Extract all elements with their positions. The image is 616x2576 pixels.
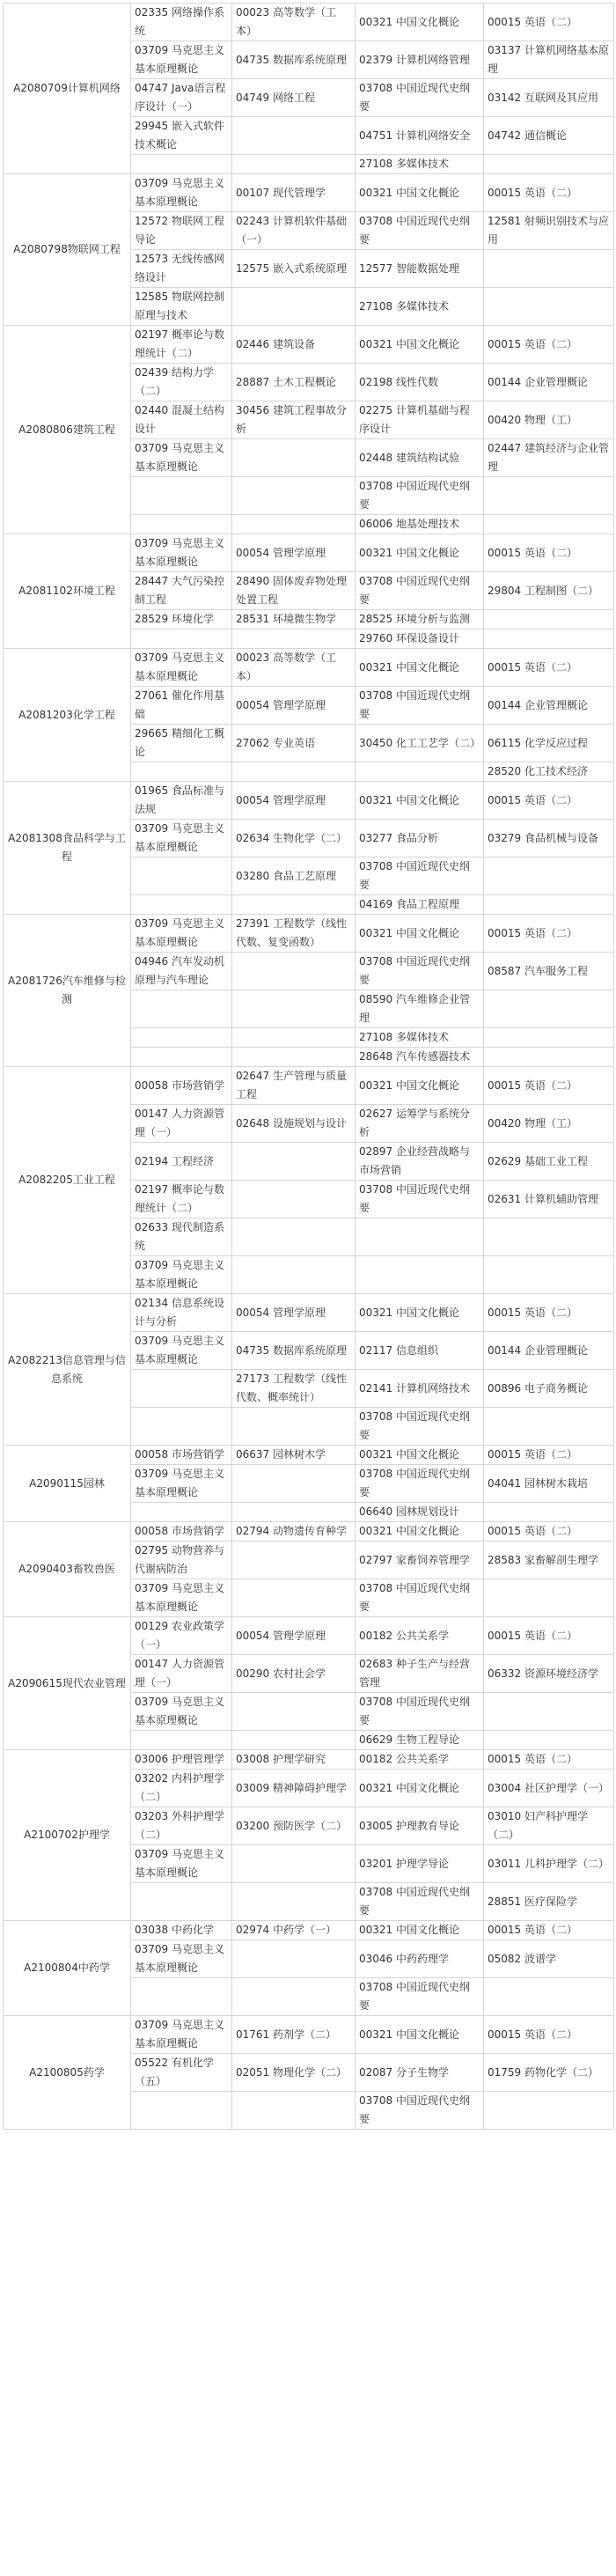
course-cell: 02275 计算机基础与程序设计 bbox=[356, 401, 484, 439]
course-cell bbox=[232, 1883, 356, 1921]
course-cell: 03200 预防医学（二） bbox=[232, 1807, 356, 1845]
course-cell: 12585 物联网控制原理与技术 bbox=[131, 288, 232, 326]
course-cell bbox=[484, 610, 614, 629]
major-name-cell: A2081102环境工程 bbox=[4, 534, 131, 649]
course-cell: 12573 无线传感网络设计 bbox=[131, 250, 232, 288]
course-cell: 02134 信息系统设计与分析 bbox=[131, 1294, 232, 1332]
course-cell: 00015 英语（二） bbox=[484, 1921, 614, 1940]
course-cell bbox=[232, 1940, 356, 1978]
course-cell: 00015 英语（二） bbox=[484, 1067, 614, 1105]
course-cell bbox=[484, 477, 614, 515]
course-cell: 02794 动物遗传育种学 bbox=[232, 1522, 356, 1542]
major-name-cell: A2090115园林 bbox=[4, 1446, 131, 1522]
course-cell: 03008 护理学研究 bbox=[232, 1750, 356, 1770]
course-cell bbox=[232, 515, 356, 534]
course-cell bbox=[131, 1731, 232, 1750]
course-cell: 00054 管理学原理 bbox=[232, 534, 356, 572]
course-cell: 02683 种子生产与经营管理 bbox=[356, 1655, 484, 1693]
course-cell bbox=[232, 1256, 356, 1294]
course-cell: 00182 公共关系学 bbox=[356, 1750, 484, 1770]
course-cell bbox=[232, 1465, 356, 1503]
course-cell bbox=[484, 857, 614, 895]
course-cell: 00129 农业政策学（一） bbox=[131, 1617, 232, 1655]
course-cell: 04735 数据库系统原理 bbox=[232, 41, 356, 79]
course-cell: 02648 设施规划与设计 bbox=[232, 1105, 356, 1143]
course-cell: 12581 射频识别技术与应用 bbox=[484, 212, 614, 250]
table-row bbox=[4, 1522, 614, 1542]
course-cell: 03709 马克思主义基本原理概论 bbox=[131, 915, 232, 953]
course-cell: 00321 中国文化概论 bbox=[356, 1522, 484, 1542]
course-cell: 06629 生物工程导论 bbox=[356, 1731, 484, 1750]
major-name-cell: A2081308食品科学与工程 bbox=[4, 782, 131, 915]
course-cell: 00015 英语（二） bbox=[484, 1617, 614, 1655]
course-cell: 00321 中国文化概论 bbox=[356, 1921, 484, 1940]
course-cell: 00015 英语（二） bbox=[484, 782, 614, 820]
course-cell bbox=[356, 1218, 484, 1256]
course-cell: 03708 中国近现代史纲要 bbox=[356, 477, 484, 515]
course-cell: 03010 妇产科护理学（二） bbox=[484, 1807, 614, 1845]
course-cell: 00321 中国文化概论 bbox=[356, 782, 484, 820]
course-cell bbox=[232, 953, 356, 990]
course-cell bbox=[232, 629, 356, 649]
course-cell: 02243 计算机软件基础（一） bbox=[232, 212, 356, 250]
course-cell: 06637 园林树木学 bbox=[232, 1446, 356, 1465]
course-cell: 00058 市场营销学 bbox=[131, 1067, 232, 1105]
course-cell bbox=[131, 1028, 232, 1048]
course-cell: 28529 环境化学 bbox=[131, 610, 232, 629]
course-cell bbox=[484, 1731, 614, 1750]
course-cell: 03011 儿科护理学（二） bbox=[484, 1845, 614, 1883]
course-cell: 05522 有机化学（五） bbox=[131, 2054, 232, 2092]
course-cell bbox=[131, 1883, 232, 1921]
major-name-cell: A2080709计算机网络 bbox=[4, 4, 131, 174]
course-cell bbox=[232, 1218, 356, 1256]
course-cell: 28531 环境微生物学 bbox=[232, 610, 356, 629]
course-cell: 03280 食品工艺原理 bbox=[232, 857, 356, 895]
course-cell bbox=[131, 762, 232, 782]
course-cell: 02974 中药学（一） bbox=[232, 1921, 356, 1940]
course-cell: 03708 中国近现代史纲要 bbox=[356, 1465, 484, 1503]
course-cell: 27173 工程数学（线性代数、概率统计） bbox=[232, 1370, 356, 1408]
course-cell: 02117 信息组织 bbox=[356, 1332, 484, 1370]
course-cell: 04735 数据库系统原理 bbox=[232, 1332, 356, 1370]
course-cell: 28447 大气污染控制工程 bbox=[131, 572, 232, 610]
major-name-cell: A2082205工业工程 bbox=[4, 1067, 131, 1294]
course-cell: 02141 计算机网络技术 bbox=[356, 1370, 484, 1408]
course-cell: 27391 工程数学（线性代数、复变函数） bbox=[232, 915, 356, 953]
course-cell: 03009 精神障碍护理学 bbox=[232, 1770, 356, 1807]
course-cell: 00321 中国文化概论 bbox=[356, 1770, 484, 1807]
course-cell: 00054 管理学原理 bbox=[232, 1617, 356, 1655]
course-cell bbox=[484, 2092, 614, 2130]
course-cell: 05082 波谱学 bbox=[484, 1940, 614, 1978]
course-cell bbox=[484, 250, 614, 288]
course-cell: 02633 现代制造系统 bbox=[131, 1218, 232, 1256]
major-name-cell: A2081203化学工程 bbox=[4, 649, 131, 782]
course-cell: 02335 网络操作系统 bbox=[131, 4, 232, 41]
course-cell bbox=[232, 1542, 356, 1579]
course-cell: 03046 中药药理学 bbox=[356, 1940, 484, 1978]
course-cell: 04747 Java语言程序设计（一） bbox=[131, 79, 232, 117]
course-cell: 03004 社区护理学（一） bbox=[484, 1770, 614, 1807]
course-cell: 03137 计算机网络基本原理 bbox=[484, 41, 614, 79]
course-cell: 28851 医疗保险学 bbox=[484, 1883, 614, 1921]
table-row bbox=[4, 1617, 614, 1655]
course-cell: 04946 汽车发动机原理与汽车理论 bbox=[131, 953, 232, 990]
course-cell: 02448 建筑结构试验 bbox=[356, 439, 484, 477]
course-cell: 03279 食品机械与设备 bbox=[484, 820, 614, 857]
course-cell: 04169 食品工程原理 bbox=[356, 895, 484, 915]
course-cell bbox=[232, 1143, 356, 1181]
course-cell: 00420 物理（工） bbox=[484, 401, 614, 439]
course-cell: 28520 化工技术经济 bbox=[484, 762, 614, 782]
course-cell: 02897 企业经营战略与市场营销 bbox=[356, 1143, 484, 1181]
course-cell bbox=[484, 515, 614, 534]
course-cell bbox=[232, 117, 356, 155]
course-cell bbox=[484, 1256, 614, 1294]
course-cell: 00054 管理学原理 bbox=[232, 1294, 356, 1332]
course-cell: 03708 中国近现代史纲要 bbox=[356, 572, 484, 610]
course-cell bbox=[484, 1503, 614, 1522]
course-cell: 04742 通信概论 bbox=[484, 117, 614, 155]
course-cell: 00015 英语（二） bbox=[484, 1750, 614, 1770]
course-cell: 28583 家畜解剖生理学 bbox=[484, 1542, 614, 1579]
course-cell: 00015 英语（二） bbox=[484, 2016, 614, 2054]
table-row bbox=[4, 2016, 614, 2054]
course-cell bbox=[484, 1408, 614, 1446]
course-cell bbox=[484, 155, 614, 174]
course-cell: 03708 中国近现代史纲要 bbox=[356, 212, 484, 250]
course-cell: 00144 企业管理概论 bbox=[484, 1332, 614, 1370]
course-cell bbox=[232, 895, 356, 915]
course-cell bbox=[131, 990, 232, 1028]
course-cell: 00321 中国文化概论 bbox=[356, 4, 484, 41]
course-cell: 02634 生物化学（二） bbox=[232, 820, 356, 857]
course-cell bbox=[232, 990, 356, 1028]
course-cell: 00054 管理学原理 bbox=[232, 687, 356, 725]
course-cell: 01761 药剂学（二） bbox=[232, 2016, 356, 2054]
course-cell: 12575 嵌入式系统原理 bbox=[232, 250, 356, 288]
course-cell: 00015 英语（二） bbox=[484, 174, 614, 212]
course-cell bbox=[232, 1503, 356, 1522]
course-cell: 03708 中国近现代史纲要 bbox=[356, 857, 484, 895]
course-cell: 00015 英语（二） bbox=[484, 4, 614, 41]
course-cell: 03709 马克思主义基本原理概论 bbox=[131, 1579, 232, 1617]
course-cell: 30450 化工工艺学（二） bbox=[356, 725, 484, 762]
course-cell: 03277 食品分析 bbox=[356, 820, 484, 857]
course-cell: 27108 多媒体技术 bbox=[356, 155, 484, 174]
major-name-cell: A2080806建筑工程 bbox=[4, 326, 131, 534]
course-cell: 00015 英语（二） bbox=[484, 649, 614, 687]
course-cell: 28525 环境分析与监测 bbox=[356, 610, 484, 629]
course-cell bbox=[232, 1579, 356, 1617]
course-cell: 00144 企业管理概论 bbox=[484, 687, 614, 725]
course-cell: 03709 马克思主义基本原理概论 bbox=[131, 41, 232, 79]
course-cell: 03709 马克思主义基本原理概论 bbox=[131, 1845, 232, 1883]
course-cell: 00182 公共关系学 bbox=[356, 1617, 484, 1655]
course-cell: 00015 英语（二） bbox=[484, 915, 614, 953]
course-cell bbox=[131, 2092, 232, 2130]
course-cell bbox=[232, 288, 356, 326]
course-cell: 02051 物理化学（二） bbox=[232, 2054, 356, 2092]
course-cell bbox=[232, 477, 356, 515]
course-cell: 02087 分子生物学 bbox=[356, 2054, 484, 2092]
course-cell bbox=[131, 515, 232, 534]
course-cell: 00144 企业管理概论 bbox=[484, 364, 614, 401]
course-cell: 00058 市场营销学 bbox=[131, 1522, 232, 1542]
course-cell: 00321 中国文化概论 bbox=[356, 1294, 484, 1332]
table-row bbox=[4, 1750, 614, 1770]
course-cell: 02797 家畜饲养管理学 bbox=[356, 1542, 484, 1579]
major-name-cell: A2082213信息管理与信息系统 bbox=[4, 1294, 131, 1446]
course-cell: 02194 工程经济 bbox=[131, 1143, 232, 1181]
course-cell bbox=[232, 762, 356, 782]
course-cell: 02198 线性代数 bbox=[356, 364, 484, 401]
course-cell: 03708 中国近现代史纲要 bbox=[356, 953, 484, 990]
course-cell: 00321 中国文化概论 bbox=[356, 1067, 484, 1105]
course-cell: 00023 高等数学（工本） bbox=[232, 649, 356, 687]
course-cell bbox=[131, 895, 232, 915]
course-cell: 03038 中药化学 bbox=[131, 1921, 232, 1940]
course-cell bbox=[131, 629, 232, 649]
course-cell: 29760 环保设备设计 bbox=[356, 629, 484, 649]
course-cell: 03709 马克思主义基本原理概论 bbox=[131, 1332, 232, 1370]
course-cell bbox=[232, 1978, 356, 2016]
course-cell: 03708 中国近现代史纲要 bbox=[356, 1181, 484, 1218]
exam-plan-table bbox=[3, 3, 614, 2130]
course-cell: 00058 市场营销学 bbox=[131, 1446, 232, 1465]
course-cell bbox=[484, 1693, 614, 1731]
course-cell bbox=[356, 762, 484, 782]
course-cell: 28490 固体废弃物处理处置工程 bbox=[232, 572, 356, 610]
course-cell: 00290 农村社会学 bbox=[232, 1655, 356, 1693]
course-cell: 03708 中国近现代史纲要 bbox=[356, 79, 484, 117]
course-cell: 00015 英语（二） bbox=[484, 534, 614, 572]
course-cell bbox=[131, 1048, 232, 1067]
course-cell: 03709 马克思主义基本原理概论 bbox=[131, 174, 232, 212]
course-cell: 03709 马克思主义基本原理概论 bbox=[131, 1256, 232, 1294]
course-cell bbox=[232, 1028, 356, 1048]
course-cell: 28648 汽车传感器技术 bbox=[356, 1048, 484, 1067]
course-cell: 03709 马克思主义基本原理概论 bbox=[131, 820, 232, 857]
course-cell bbox=[232, 2092, 356, 2130]
course-cell: 03708 中国近现代史纲要 bbox=[356, 1883, 484, 1921]
course-cell: 03709 马克思主义基本原理概论 bbox=[131, 1465, 232, 1503]
course-cell bbox=[484, 1028, 614, 1048]
course-cell: 06332 资源环境经济学 bbox=[484, 1655, 614, 1693]
course-cell: 00054 管理学原理 bbox=[232, 782, 356, 820]
course-cell: 04751 计算机网络安全 bbox=[356, 117, 484, 155]
major-name-cell: A2090615现代农业管理 bbox=[4, 1617, 131, 1750]
course-cell: 00147 人力资源管理（一） bbox=[131, 1105, 232, 1143]
course-cell: 00107 现代管理学 bbox=[232, 174, 356, 212]
major-name-cell: A2100805药学 bbox=[4, 2016, 131, 2130]
major-name-cell: A2100804中药学 bbox=[4, 1921, 131, 2016]
table-row bbox=[4, 1067, 614, 1105]
course-cell: 03709 马克思主义基本原理概论 bbox=[131, 2016, 232, 2054]
course-cell: 29804 工程制图（二） bbox=[484, 572, 614, 610]
course-cell: 00015 英语（二） bbox=[484, 1294, 614, 1332]
course-cell: 03708 中国近现代史纲要 bbox=[356, 1693, 484, 1731]
course-cell bbox=[131, 1978, 232, 2016]
course-cell: 00015 英语（二） bbox=[484, 326, 614, 364]
course-cell bbox=[232, 1731, 356, 1750]
course-cell bbox=[131, 1503, 232, 1522]
course-cell: 02631 计算机辅助管理 bbox=[484, 1181, 614, 1218]
course-cell: 01965 食品标准与法规 bbox=[131, 782, 232, 820]
course-cell: 03203 外科护理学（二） bbox=[131, 1807, 232, 1845]
course-cell: 29945 嵌入式软件技术概论 bbox=[131, 117, 232, 155]
course-cell bbox=[484, 990, 614, 1028]
table-row bbox=[4, 326, 614, 364]
course-cell: 06006 地基处理技术 bbox=[356, 515, 484, 534]
table-row bbox=[4, 915, 614, 953]
major-name-cell: A2081726汽车维修与检测 bbox=[4, 915, 131, 1067]
table-row bbox=[4, 649, 614, 687]
course-cell: 02629 基础工业工程 bbox=[484, 1143, 614, 1181]
course-cell: 00321 中国文化概论 bbox=[356, 1446, 484, 1465]
course-cell bbox=[484, 288, 614, 326]
course-cell bbox=[232, 439, 356, 477]
course-cell: 12572 物联网工程导论 bbox=[131, 212, 232, 250]
course-cell: 03709 马克思主义基本原理概论 bbox=[131, 439, 232, 477]
course-cell: 12577 智能数据处理 bbox=[356, 250, 484, 288]
course-cell: 02379 计算机网络管理 bbox=[356, 41, 484, 79]
course-cell: 03709 马克思主义基本原理概论 bbox=[131, 534, 232, 572]
course-cell: 27108 多媒体技术 bbox=[356, 1028, 484, 1048]
course-cell: 00321 中国文化概论 bbox=[356, 534, 484, 572]
course-cell: 00321 中国文化概论 bbox=[356, 915, 484, 953]
course-cell bbox=[131, 1408, 232, 1446]
course-cell: 03708 中国近现代史纲要 bbox=[356, 687, 484, 725]
course-cell: 00015 英语（二） bbox=[484, 1446, 614, 1465]
course-cell bbox=[232, 1408, 356, 1446]
course-cell: 00147 人力资源管理（一） bbox=[131, 1655, 232, 1693]
course-cell: 00321 中国文化概论 bbox=[356, 326, 484, 364]
course-cell: 03006 护理管理学 bbox=[131, 1750, 232, 1770]
course-cell: 03708 中国近现代史纲要 bbox=[356, 1408, 484, 1446]
course-cell: 03709 马克思主义基本原理概论 bbox=[131, 649, 232, 687]
course-cell: 04041 园林树木栽培 bbox=[484, 1465, 614, 1503]
course-cell bbox=[484, 895, 614, 915]
course-cell bbox=[232, 1693, 356, 1731]
course-cell: 02197 概率论与数理统计（二） bbox=[131, 1181, 232, 1218]
course-cell: 00321 中国文化概论 bbox=[356, 2016, 484, 2054]
course-cell: 00896 电子商务概论 bbox=[484, 1370, 614, 1408]
course-cell bbox=[484, 1048, 614, 1067]
course-cell: 08587 汽车服务工程 bbox=[484, 953, 614, 990]
course-cell: 03708 中国近现代史纲要 bbox=[356, 2092, 484, 2130]
course-cell: 02627 运筹学与系统分析 bbox=[356, 1105, 484, 1143]
course-cell bbox=[232, 1181, 356, 1218]
course-cell: 00015 英语（二） bbox=[484, 1522, 614, 1542]
table-row bbox=[4, 1446, 614, 1465]
table-row bbox=[4, 174, 614, 212]
course-cell: 02447 建筑经济与企业管理 bbox=[484, 439, 614, 477]
course-cell: 06115 化学反应过程 bbox=[484, 725, 614, 762]
course-cell: 01759 药物化学（二） bbox=[484, 2054, 614, 2092]
course-cell: 27062 专业英语 bbox=[232, 725, 356, 762]
course-cell bbox=[484, 1579, 614, 1617]
course-cell bbox=[232, 1845, 356, 1883]
course-cell: 02446 建筑设备 bbox=[232, 326, 356, 364]
course-cell bbox=[484, 629, 614, 649]
course-cell: 04749 网络工程 bbox=[232, 79, 356, 117]
course-cell bbox=[232, 1048, 356, 1067]
course-cell: 03708 中国近现代史纲要 bbox=[356, 1978, 484, 2016]
course-cell: 03142 互联网及其应用 bbox=[484, 79, 614, 117]
course-cell: 00321 中国文化概论 bbox=[356, 174, 484, 212]
course-cell: 00023 高等数学（工本） bbox=[232, 4, 356, 41]
course-cell: 00321 中国文化概论 bbox=[356, 649, 484, 687]
course-cell bbox=[232, 155, 356, 174]
course-cell: 08590 汽车维修企业管理 bbox=[356, 990, 484, 1028]
major-name-cell: A2080798物联网工程 bbox=[4, 174, 131, 326]
course-cell bbox=[131, 155, 232, 174]
course-cell bbox=[484, 1978, 614, 2016]
major-name-cell: A2100702护理学 bbox=[4, 1750, 131, 1921]
course-cell bbox=[131, 1370, 232, 1408]
exam-plan-body bbox=[4, 4, 614, 2130]
course-cell: 02440 混凝土结构设计 bbox=[131, 401, 232, 439]
course-cell: 29665 精细化工概论 bbox=[131, 725, 232, 762]
course-cell: 02795 动物营养与代谢病防治 bbox=[131, 1542, 232, 1579]
course-cell bbox=[131, 857, 232, 895]
course-cell: 03709 马克思主义基本原理概论 bbox=[131, 1940, 232, 1978]
course-cell: 00420 物理（工） bbox=[484, 1105, 614, 1143]
course-cell: 30456 建筑工程事故分析 bbox=[232, 401, 356, 439]
course-cell: 02197 概率论与数理统计（二） bbox=[131, 326, 232, 364]
course-cell: 03709 马克思主义基本原理概论 bbox=[131, 1693, 232, 1731]
course-cell bbox=[484, 1218, 614, 1256]
table-row bbox=[4, 1294, 614, 1332]
course-cell: 27061 催化作用基础 bbox=[131, 687, 232, 725]
table-row bbox=[4, 534, 614, 572]
course-cell: 28887 土木工程概论 bbox=[232, 364, 356, 401]
course-cell: 03202 内科护理学（二） bbox=[131, 1770, 232, 1807]
table-row bbox=[4, 4, 614, 41]
course-cell: 02647 生产管理与质量工程 bbox=[232, 1067, 356, 1105]
course-cell: 03201 护理学导论 bbox=[356, 1845, 484, 1883]
table-row bbox=[4, 1921, 614, 1940]
course-cell: 03005 护理教育导论 bbox=[356, 1807, 484, 1845]
course-cell: 06640 园林规划设计 bbox=[356, 1503, 484, 1522]
major-name-cell: A2090403畜牧兽医 bbox=[4, 1522, 131, 1617]
course-cell: 02439 结构力学（二） bbox=[131, 364, 232, 401]
course-cell bbox=[131, 477, 232, 515]
table-row bbox=[4, 782, 614, 820]
course-cell: 03708 中国近现代史纲要 bbox=[356, 1579, 484, 1617]
course-cell: 27108 多媒体技术 bbox=[356, 288, 484, 326]
course-cell bbox=[356, 1256, 484, 1294]
